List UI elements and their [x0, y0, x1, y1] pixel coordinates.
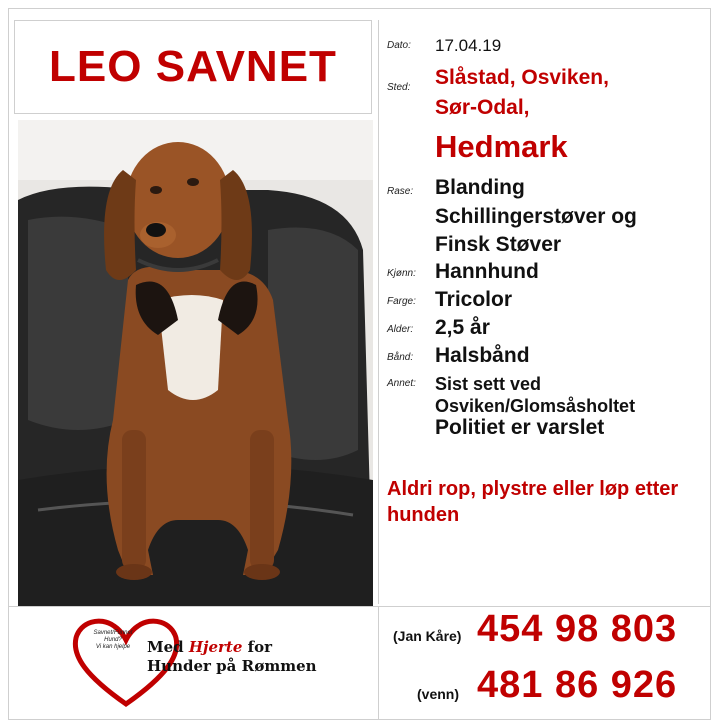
organization-logo [14, 610, 374, 720]
contact-name-2: (venn) [417, 686, 459, 702]
label-band: Bånd: [387, 352, 414, 363]
value-rase-line3: Finsk Støver [435, 233, 562, 256]
org-word-hjerte: Hjerte [188, 638, 243, 656]
label-annet: Annet: [387, 378, 416, 389]
org-word-med: Med [147, 638, 184, 656]
heart-caption-line1: Savnet/Funnet [93, 630, 133, 636]
warning-text: Aldri rop, plystre eller løp etter hunden [387, 478, 679, 526]
dog-photo [18, 120, 373, 606]
heart-caption [88, 630, 138, 651]
value-sted-line2: Sør-Odal, [435, 96, 530, 119]
value-farge: Tricolor [435, 288, 513, 311]
value-alder: 2,5 år [435, 316, 490, 339]
organization-name [147, 638, 317, 676]
label-farge: Farge: [387, 296, 416, 307]
contact-panel [378, 606, 711, 720]
value-kjonn: Hannhund [435, 260, 539, 283]
phone-number-2[interactable]: 481 86 926 [477, 664, 678, 706]
org-word-for: for [247, 638, 273, 656]
title-box [14, 20, 372, 114]
value-rase-line2: Schillingerstøver og [435, 205, 637, 228]
value-band: Halsbånd [435, 344, 530, 367]
organization-name-line1 [147, 638, 317, 657]
organization-name-line2: Hunder på Rømmen [147, 657, 317, 675]
heart-caption-line2: Hund? [104, 637, 122, 643]
label-dato: Dato: [387, 40, 411, 51]
value-sted-line3: Hedmark [435, 129, 568, 164]
label-kjonn: Kjønn: [387, 268, 416, 279]
value-rase-line1: Blanding [435, 176, 525, 199]
label-alder: Alder: [387, 324, 414, 335]
label-sted: Sted: [387, 82, 411, 93]
poster-title: LEO SAVNET [49, 42, 337, 91]
dog-illustration [18, 120, 373, 606]
heart-caption-line3: Vi kan hjelpe [95, 644, 131, 650]
phone-number-1[interactable]: 454 98 803 [477, 608, 678, 650]
value-dato: 17.04.19 [435, 36, 502, 55]
label-rase: Rase: [387, 186, 414, 197]
value-annet-line2: Osviken/Glomsåsholtet [435, 396, 636, 416]
value-annet-line3: Politiet er varslet [435, 416, 605, 439]
details-panel [378, 20, 704, 604]
contact-name-1: (Jan Kåre) [393, 628, 462, 644]
value-annet-line1: Sist sett ved [435, 374, 542, 394]
value-sted-line1: Slåstad, Osviken, [435, 66, 609, 89]
